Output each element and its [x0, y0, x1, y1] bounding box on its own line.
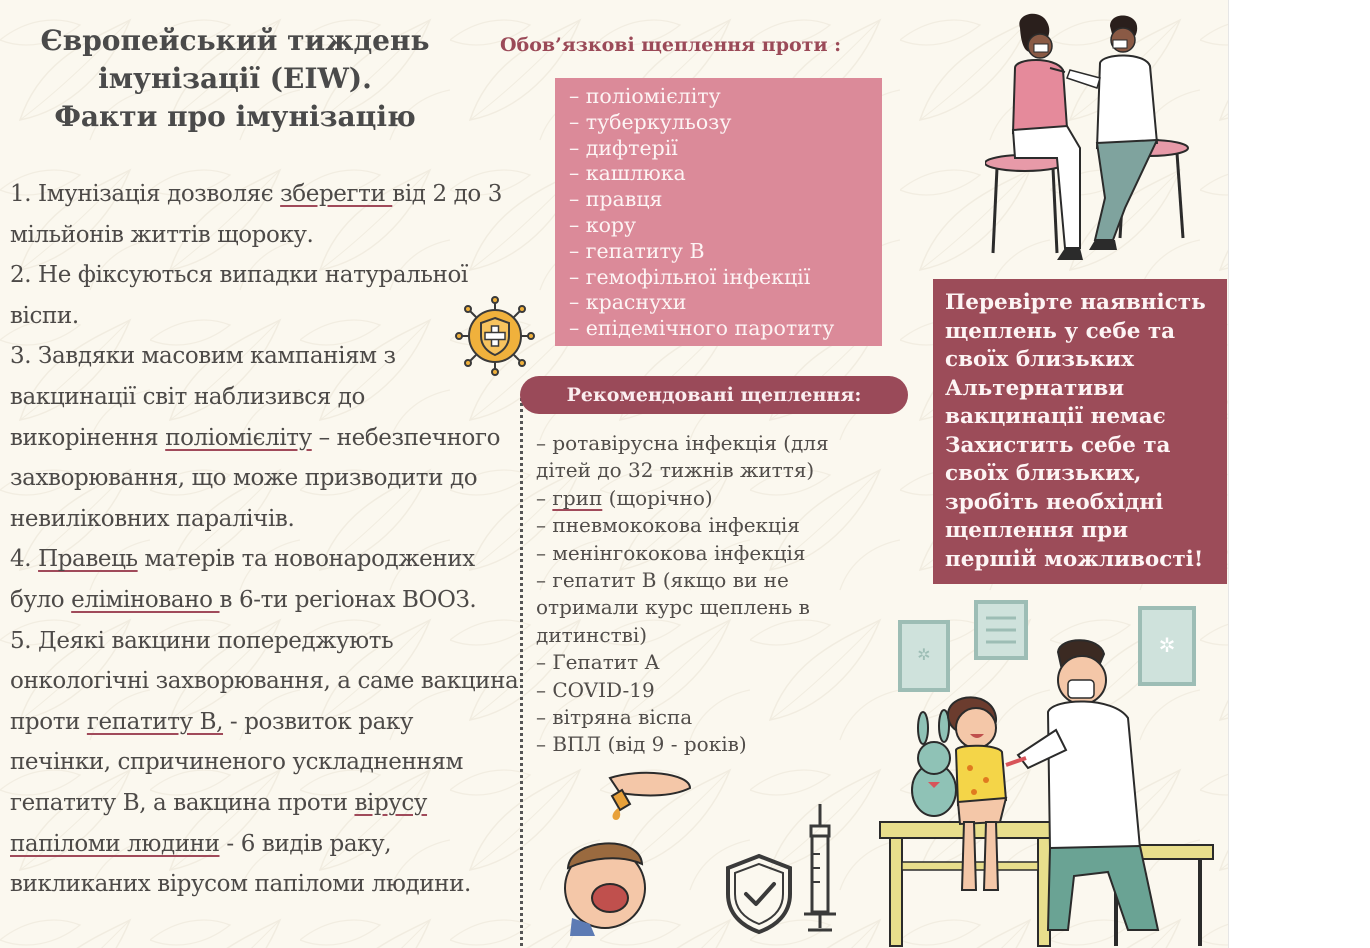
recommended-item: – вітряна віспа [536, 705, 693, 730]
callout-line: зробіть необхідні [945, 489, 1164, 515]
fact-1: 1. Імунізація дозволяє зберегти від 2 до 3 мільйонів життів щороку. [10, 181, 502, 248]
callout-line: Альтернативи [945, 375, 1125, 401]
oral-vaccine-child-illustration [550, 768, 695, 936]
callout-box [933, 279, 1227, 584]
callout-line: Захистить себе та [945, 432, 1171, 458]
recommended-item: – пневмококова інфекція [536, 513, 800, 538]
recommended-list [536, 430, 881, 759]
recommended-item: – ВПЛ (від 9 - років) [536, 732, 747, 757]
mandatory-item: – гемофільної інфекції [569, 264, 811, 289]
title-line-2: імунізації (EIW). [98, 62, 372, 95]
title-line-1: Європейський тиждень [40, 24, 430, 57]
callout-line: своїх близьких, [945, 461, 1142, 486]
mandatory-item: – гепатиту В [569, 238, 705, 263]
mandatory-item: – правця [569, 187, 663, 212]
mandatory-list [555, 78, 882, 342]
shield-check-icon [722, 852, 796, 936]
facts-list [10, 174, 520, 905]
recommended-title: Рекомендовані щеплення: [520, 376, 908, 414]
fact-3: 3. Завдяки масовим кампаніям з вакцинації світ наблизився до викорінення поліомієліту – небезпечного захворювання, що може призводити до невиліковних паралічів. [10, 343, 501, 532]
callout-line: щеплення при [945, 518, 1129, 543]
mandatory-item: – кору [569, 212, 637, 237]
recommended-item: – COVID-19 [536, 677, 655, 702]
recommended-item: – Гепатит А [536, 650, 660, 675]
callout-line: щеплень у себе та [945, 318, 1176, 344]
callout-line: першій можливості! [945, 546, 1204, 572]
virus-shield-icon [455, 296, 535, 376]
fact-3-link[interactable]: поліомієліту [165, 424, 312, 451]
syringe-icon [800, 802, 840, 942]
callout-line: Перевірте наявність [945, 290, 1206, 315]
dotted-divider [520, 398, 523, 946]
recommended-item: – ротавірусна інфекція (для дітей до 32 тижнів життя) [536, 431, 829, 483]
mandatory-item: – поліомієліту [569, 84, 721, 108]
title-line-3: Факти про імунізацію [54, 100, 416, 133]
mandatory-item: – дифтерії [569, 135, 678, 160]
fact-4-link-2[interactable]: еліміновано [71, 586, 220, 613]
mandatory-item: – туберкульозу [569, 109, 732, 134]
recommended-item: – менінгококова інфекція [536, 540, 806, 565]
fact-5-link-2[interactable]: вірусу папіломи людини [10, 789, 428, 857]
fact-2: 2. Не фіксуються випадки натуральної віспи. [10, 262, 468, 329]
callout-line: своїх близьких [945, 347, 1134, 372]
recommended-link-flu[interactable]: грип [552, 485, 603, 510]
recommended-item: – гепатит В (якщо ви не отримали курс щеплень в дитинстві) [536, 568, 810, 647]
blank-margin [1228, 0, 1370, 948]
mandatory-box [555, 78, 882, 346]
nurse-vaccinating-woman-illustration [985, 8, 1195, 270]
callout-line: вакцинації немає [945, 404, 1166, 429]
svg-text:✲: ✲ [917, 645, 931, 664]
fact-4: 4. Правець матерів та новонароджених було еліміновано в 6-ти регіонах ВООЗ. [10, 546, 477, 613]
mandatory-item: – кашлюка [569, 161, 686, 186]
mandatory-title: Обов’язкові щеплення проти : [500, 34, 842, 56]
mandatory-item: – краснухи [569, 290, 687, 315]
recommended-item: – грип (щорічно) [536, 485, 713, 510]
fact-5: 5. Деякі вакцини попереджують онкологічні захворювання, а саме вакцина проти гепатиту В, - розвиток раку печінки, спричиненого ускладненням гепатиту В, а вакцина проти вірусу папіломи людини - 6 видів раку, викликаних вірусом папіломи людини. [10, 627, 519, 898]
mandatory-item: – епідемічного паротиту [569, 316, 835, 341]
fact-4-link-1[interactable]: Правець [38, 546, 138, 573]
fact-5-link-1[interactable]: гепатиту В, [86, 708, 224, 735]
page-title [0, 22, 470, 136]
fact-1-link[interactable]: зберегти [280, 181, 393, 207]
svg-text:✲: ✲ [1158, 633, 1176, 657]
doctor-vaccinating-child-illustration [878, 600, 1218, 948]
